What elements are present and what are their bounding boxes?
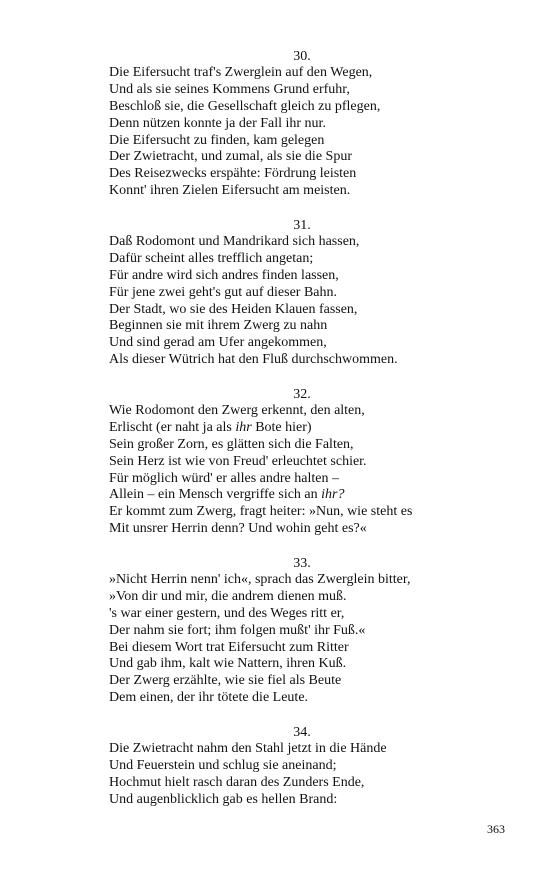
line-text: Sein großer Zorn, es glätten sich die Falten, <box>109 436 354 452</box>
verse-line <box>109 572 489 589</box>
line-text: Dem einen, der ihr tötete die Leute. <box>109 690 309 706</box>
page-number: 363 <box>487 822 505 836</box>
verse-line <box>109 673 489 690</box>
line-text: Und gab ihm, kalt wie Nattern, ihren Kuß. <box>109 656 347 672</box>
verse-line <box>109 99 489 116</box>
stanza-number: 33. <box>293 556 311 571</box>
line-text: Der Stadt, wo sie des Heiden Klauen fassen, <box>109 301 358 317</box>
verse-line <box>109 251 489 268</box>
line-text: Der Zwerg erzählte, wie sie fiel als Beute <box>109 673 342 689</box>
line-text: Beschloß sie, die Gesellschaft gleich zu pflegen, <box>109 98 381 114</box>
verse-line <box>109 183 489 200</box>
line-text: Als dieser Wütrich hat den Fluß durchschwommen. <box>109 352 398 368</box>
verse-line <box>109 318 489 335</box>
verse-line <box>109 403 489 420</box>
line-text: »Nicht Herrin nenn' ich«, sprach das Zwerglein bitter, <box>109 572 411 587</box>
line-text: Er kommt zum Zwerg, fragt heiter: »Nun, wie steht es <box>109 504 413 520</box>
line-text: Die Zwietracht nahm den Stahl jetzt in die Hände <box>109 741 387 756</box>
stanza <box>109 555 489 707</box>
verse-line <box>109 234 489 251</box>
line-text: Die Eifersucht zu finden, kam gelegen <box>109 132 325 148</box>
stanza <box>109 724 489 809</box>
line-text: Bei diesem Wort trat Eifersucht zum Ritter <box>109 639 349 655</box>
verse-line <box>109 302 489 319</box>
line-text: Des Reisezwecks erspähte: Fördrung leisten <box>109 166 357 182</box>
verse-line <box>109 65 489 82</box>
line-text: »Von dir und mir, die andrem dienen muß. <box>109 588 347 604</box>
verse-line <box>109 504 489 521</box>
line-text: Und als sie seines Kommens Grund erfuhr, <box>109 81 350 97</box>
verse-line <box>109 82 489 99</box>
line-text: Und augenblicklich gab es hellen Brand: <box>109 791 338 807</box>
verse-line <box>109 116 489 133</box>
verse-line <box>109 149 489 166</box>
line-text: Die Eifersucht traf's Zwerglein auf den Wegen, <box>109 65 373 80</box>
line-text: Für andre wird sich andres finden lassen, <box>109 267 339 283</box>
verse-line <box>109 589 489 606</box>
line-text: Und Feuerstein und schlug sie aneinand; <box>109 757 337 773</box>
verse-line <box>109 471 489 488</box>
line-text: Und sind gerad am Ufer angekommen, <box>109 335 327 351</box>
line-text: Sein Herz ist wie von Freud' erleuchtet schier. <box>109 453 367 469</box>
line-text: Erlischt (er naht ja als <box>109 419 236 435</box>
verse-line <box>109 521 489 538</box>
verse-line <box>109 487 489 504</box>
line-text: Der Zwietracht, und zumal, als sie die Spur <box>109 149 352 165</box>
verse-line <box>109 623 489 640</box>
line-text: Bote hier) <box>251 419 312 435</box>
verse-line <box>109 690 489 707</box>
line-text: Dafür scheint alles trefflich angetan; <box>109 250 314 266</box>
verse-line <box>109 133 489 150</box>
verse-line <box>109 606 489 623</box>
line-text: Mit unsrer Herrin denn? Und wohin geht es?« <box>109 521 367 537</box>
stanza-number: 34. <box>293 725 311 740</box>
verse-line <box>109 454 489 471</box>
verse-line <box>109 335 489 352</box>
stanza <box>109 217 489 369</box>
verse-line <box>109 268 489 285</box>
line-text: Denn nützen konnte ja der Fall ihr nur. <box>109 115 326 131</box>
emphasis-text: ihr <box>235 419 252 435</box>
verse-line <box>109 792 489 809</box>
stanza-number: 32. <box>293 387 311 402</box>
verse-line <box>109 758 489 775</box>
stanza-number: 30. <box>293 49 311 64</box>
verse-line <box>109 352 489 369</box>
verse-line <box>109 437 489 454</box>
stanza <box>109 386 489 538</box>
verse-line <box>109 285 489 302</box>
line-text: Für jene zwei geht's gut auf dieser Bahn. <box>109 284 338 300</box>
verse-line <box>109 420 489 437</box>
verse-line <box>109 741 489 758</box>
line-text: Für möglich würd' er alles andre halten – <box>109 470 339 486</box>
verse-line <box>109 775 489 792</box>
line-text: Konnt' ihren Zielen Eifersucht am meisten. <box>109 183 351 199</box>
stanza-number: 31. <box>293 218 311 233</box>
verse-line <box>109 656 489 673</box>
line-text: Beginnen sie mit ihrem Zwerg zu nahn <box>109 318 328 334</box>
verse-line <box>109 640 489 657</box>
line-text: Wie Rodomont den Zwerg erkennt, den alten, <box>109 403 365 418</box>
line-text: Der nahm sie fort; ihm folgen mußt' ihr Fuß.« <box>109 622 366 638</box>
line-text: Daß Rodomont und Mandrikard sich hassen, <box>109 234 360 249</box>
stanza <box>109 48 489 200</box>
verse-line <box>109 166 489 183</box>
line-text: 's war einer gestern, und des Weges ritt er, <box>109 605 345 621</box>
emphasis-text: ihr? <box>321 487 345 503</box>
line-text: Hochmut hielt rasch daran des Zunders Ende, <box>109 774 365 790</box>
line-text: Allein – ein Mensch vergriffe sich an <box>109 487 322 503</box>
